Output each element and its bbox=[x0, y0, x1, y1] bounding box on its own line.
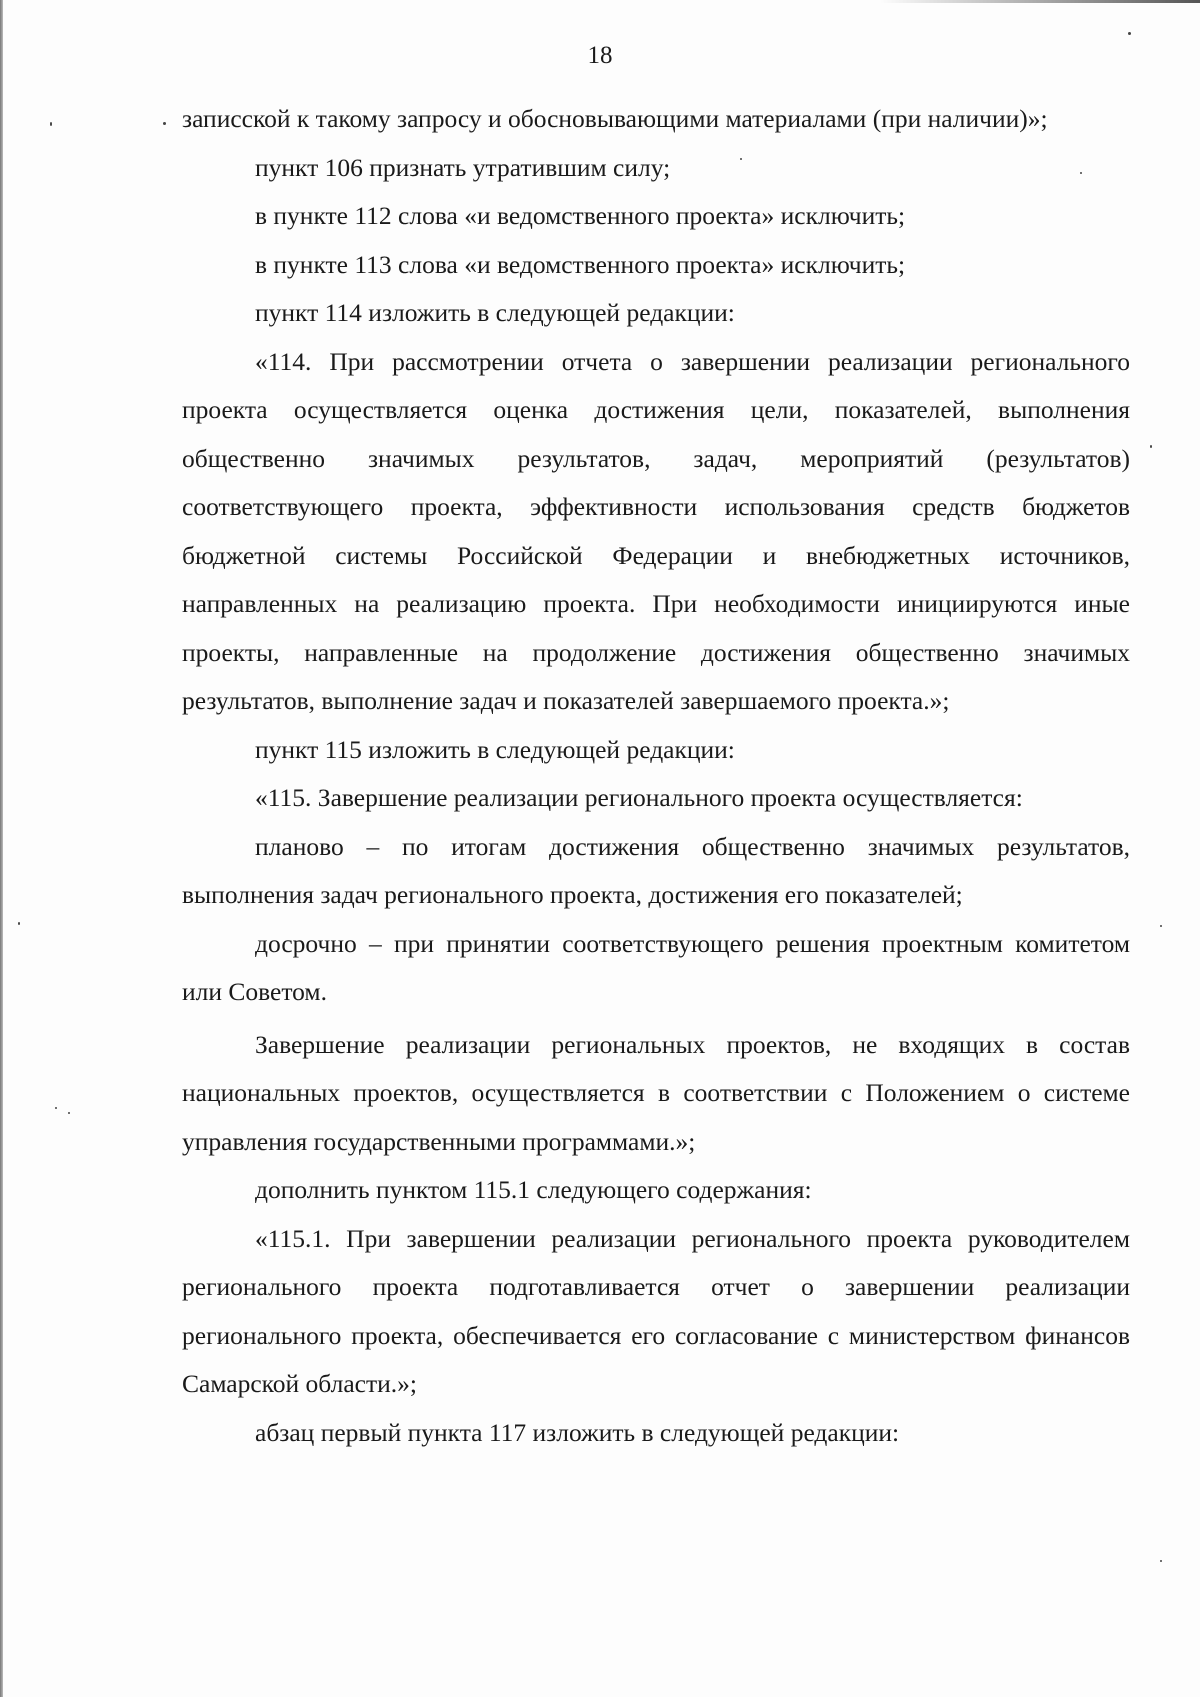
paragraph: в пункте 113 слова «и ведомственного проекта» исключить; bbox=[255, 249, 906, 279]
paragraph: записской к такому запросу и обосновывающими материалами (при наличии)»; bbox=[182, 104, 1048, 133]
scan-left-edge bbox=[0, 0, 3, 1697]
scan-speck bbox=[55, 1107, 57, 1109]
scan-speck bbox=[68, 1112, 70, 1114]
paragraph: «115. Завершение реализации регионального проекта осуществляется: bbox=[255, 783, 1023, 812]
paragraph: досрочно – при принятии соответствующего решения проектным комитетом или Советом. bbox=[182, 928, 1130, 1006]
scan-speck bbox=[18, 922, 20, 925]
scan-speck bbox=[1128, 32, 1131, 35]
scan-speck bbox=[163, 122, 166, 125]
scan-speck bbox=[50, 122, 52, 126]
paragraph: в пункте 112 слова «и ведомственного проекта» исключить; bbox=[255, 201, 906, 230]
paragraph: дополнить пунктом 115.1 следующего содержания: bbox=[255, 1175, 812, 1204]
scan-speck bbox=[1160, 1560, 1162, 1562]
paragraph: пункт 106 признать утратившим силу; bbox=[255, 152, 671, 182]
page-number: 18 bbox=[587, 42, 613, 69]
paragraph: абзац первый пункта 117 изложить в следующей редакции: bbox=[255, 1417, 900, 1447]
paragraph: «115.1. При завершении реализации регионального проекта руководителем регионального проекта подготавливается отчет о завершении реализации регионального проекта, обеспечивается его согласование с министерством финансов Самарской области.»; bbox=[182, 1223, 1130, 1398]
scan-speck bbox=[1150, 445, 1152, 448]
document-body bbox=[182, 95, 1130, 1457]
paragraph: Завершение реализации региональных проектов, не входящих в состав национальных проектов, осуществляется в соответствии с Положением о системе управления государственными программами.»; bbox=[182, 1029, 1130, 1156]
paragraph: пункт 115 изложить в следующей редакции: bbox=[255, 734, 735, 764]
paragraph: «114. При рассмотрении отчета о завершении реализации регионального проекта осуществляется оценка достижения цели, показателей, выполнения общественно значимых результатов, задач, мероприятий (результатов) соответствующего проекта, эффективности использования средств бюджетов бюджетной системы Российской Федерации и внебюджетных источников, направленных на реализацию проекта. При необходимости инициируются иные проекты, направленные на продолжение достижения общественно значимых результатов, выполнение задач и показателей завершаемого проекта.»; bbox=[182, 346, 1130, 715]
scan-top-edge bbox=[880, 0, 1200, 3]
paragraph: пункт 114 изложить в следующей редакции: bbox=[255, 298, 735, 327]
scan-speck bbox=[1160, 925, 1162, 927]
paragraph: планово – по итогам достижения общественно значимых результатов, выполнения задач регионального проекта, достижения его показателей; bbox=[182, 831, 1130, 909]
